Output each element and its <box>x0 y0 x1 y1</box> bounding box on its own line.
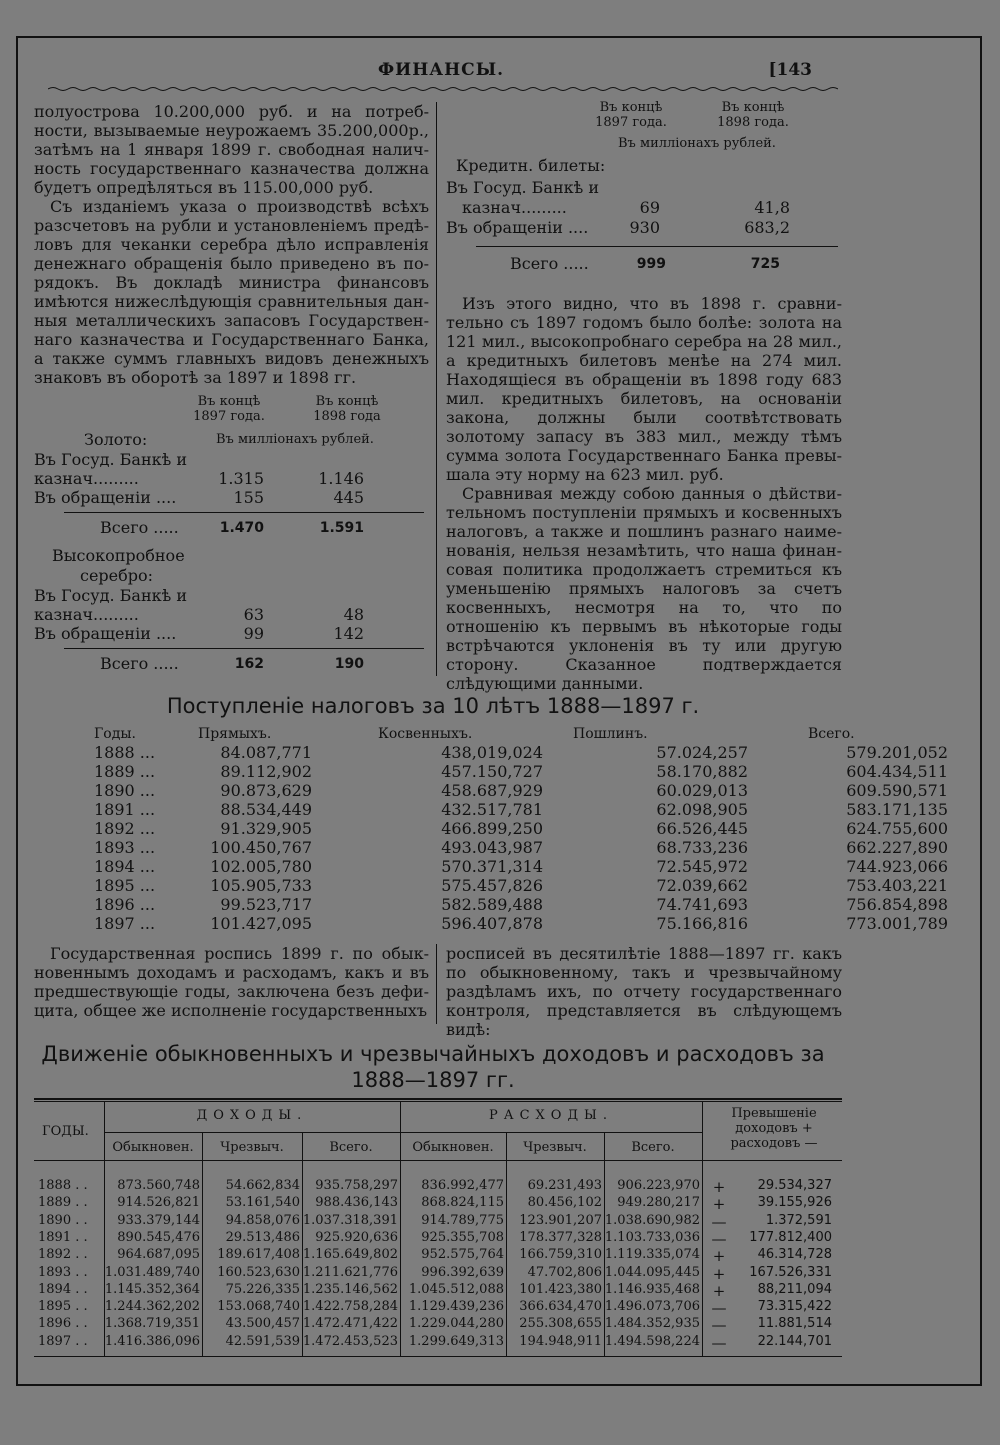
table-cell: 1.031.489,740 <box>104 1264 200 1280</box>
row-label: Въ обращеніи .... <box>34 488 177 507</box>
table-cell: 11.881,514 <box>757 1316 832 1332</box>
column-divider <box>436 102 437 676</box>
sub-header: Обыкновен. <box>412 1140 494 1155</box>
table-cell: 1890 . . <box>38 1212 88 1228</box>
gold-label: Золото: <box>84 430 148 449</box>
table-cell: 1.496.073,706 <box>604 1299 700 1315</box>
sign-cell: + <box>712 1264 726 1283</box>
table-cell: 1.103.733,036 <box>604 1229 700 1245</box>
table-row <box>78 914 948 933</box>
table-cell: 101.423,380 <box>519 1281 602 1297</box>
table-row <box>78 895 948 914</box>
table-cell: 75.166,816 <box>656 914 748 933</box>
table-cell: 458.687,929 <box>441 781 543 800</box>
table-cell: 47.702,806 <box>527 1264 602 1280</box>
metal-reserves-table <box>34 392 429 682</box>
header-wavy-rule <box>48 86 838 92</box>
table-cell: 996.392,639 <box>421 1264 504 1280</box>
table-cell: 39.155,926 <box>757 1195 832 1211</box>
table-cell: 836.992,477 <box>421 1178 504 1193</box>
rule <box>104 1132 702 1133</box>
table-cell: 1.416.386,096 <box>104 1333 200 1349</box>
table-cell: 89.112,902 <box>220 762 312 781</box>
table-row <box>34 1230 842 1247</box>
lower-right-text <box>446 944 842 1039</box>
table-cell: 100.450,767 <box>210 838 312 857</box>
rule <box>476 246 838 247</box>
table-cell: 1.129.439,236 <box>408 1299 504 1315</box>
table-cell: 66.526,445 <box>656 819 748 838</box>
table-cell: 105.905,733 <box>210 876 312 895</box>
budget-table-title: Движеніе обыкновенныхъ и чрезвычайныхъ доходовъ и расходовъ за <box>41 1042 825 1066</box>
credit-label: Кредитн. билеты: <box>456 156 606 175</box>
rule <box>64 648 424 649</box>
excess-header: Превышеніе доходовъ + расходовъ — <box>730 1106 818 1151</box>
row-label: Въ Госуд. Банкѣ и <box>446 178 600 197</box>
table-cell: 73.315,422 <box>757 1299 832 1315</box>
table-cell: 1.038.690,982 <box>604 1212 700 1228</box>
table-row <box>78 762 948 781</box>
table-cell: 1889 ... <box>94 762 156 781</box>
header-cell: Косвенныхъ. <box>378 725 473 742</box>
row-label: Въ Госуд. Банкѣ и <box>34 450 188 469</box>
income-header: ДОХОДЫ. <box>196 1108 308 1123</box>
sign-cell: — <box>711 1299 727 1318</box>
row-label: казнач......... <box>34 469 139 488</box>
table-cell: 1894 . . <box>38 1281 88 1297</box>
page-number: [143 <box>768 60 812 80</box>
table-cell: 914.789,775 <box>421 1212 504 1228</box>
tax-receipts-table <box>78 724 948 933</box>
table-cell: 432.517,781 <box>441 800 543 819</box>
total-label: Всего ..... <box>510 254 589 273</box>
table-cell: 744.923,066 <box>846 857 948 876</box>
table-cell: 949.280,217 <box>617 1195 700 1211</box>
table-header-row <box>78 724 948 743</box>
table-cell: 1.472.453,523 <box>302 1333 398 1349</box>
total-1897: 1.470 <box>219 520 264 536</box>
page-frame <box>16 36 982 1386</box>
total-1897: 999 <box>636 256 666 272</box>
table-cell: 1894 ... <box>94 857 156 876</box>
table-cell: 72.545,972 <box>656 857 748 876</box>
rule <box>34 1101 842 1102</box>
paragraph: Съ изданіемъ указа о производствѣ всѣхъ разсчетовъ на рубли и установленіемъ предѣловъ для чеканки серебра дѣло исправленія денежнаго обращенія было приведено въ порядокъ. Въ докладѣ министра финансовъ имѣются нижеслѣдующія сравнительныя данныя металлическихъ запасовъ Государственнаго казначества и Государственнаго Банка, а также суммъ главныхъ видовъ денежныхъ знаковъ въ оборотѣ за 1897 и 1898 гг. <box>34 197 429 387</box>
expense-header: РАСХОДЫ. <box>489 1108 613 1123</box>
table-cell: 42.591,539 <box>225 1333 300 1349</box>
table-cell: 662.227,890 <box>846 838 948 857</box>
sign-cell: — <box>711 1316 727 1335</box>
table-cell: 925.920,636 <box>315 1229 398 1245</box>
value-1897: 1.315 <box>218 469 264 488</box>
col-head-1898: Въ концѣ 1898 года. <box>717 100 789 130</box>
table-cell: 1893 . . <box>38 1264 88 1280</box>
table-cell: 22.144,701 <box>757 1333 832 1349</box>
table-row <box>34 1195 842 1212</box>
budget-table-title-years: 1888—1897 гг. <box>351 1068 515 1092</box>
table-cell: 582.589,488 <box>441 895 543 914</box>
value-1898: 1.146 <box>318 469 364 488</box>
col-head-1897: Въ концѣ 1897 года. <box>193 394 265 424</box>
table-cell: 952.575,764 <box>421 1247 504 1263</box>
table-cell: 1.165.649,802 <box>302 1247 398 1263</box>
table-cell: 493.043,987 <box>441 838 543 857</box>
table-row <box>34 1247 842 1264</box>
table-cell: 1897 ... <box>94 914 156 933</box>
table-cell: 167.526,331 <box>749 1264 832 1280</box>
table-cell: 80.456,102 <box>527 1195 602 1211</box>
table-cell: 1.372,591 <box>765 1212 832 1228</box>
table-cell: 1893 ... <box>94 838 156 857</box>
table-cell: 91.329,905 <box>220 819 312 838</box>
table-cell: 1892 . . <box>38 1247 88 1263</box>
table-cell: 1.119.335,074 <box>604 1247 700 1263</box>
header-cell: Пошлинъ. <box>573 725 648 742</box>
table-cell: 466.899,250 <box>441 819 543 838</box>
value-1898: 41,8 <box>754 198 790 217</box>
right-column-text <box>446 294 842 693</box>
table-cell: 1.045.512,088 <box>408 1281 504 1297</box>
total-label: Всего ..... <box>100 518 179 537</box>
value-1898: 445 <box>333 488 364 507</box>
table-cell: 1888 . . <box>38 1178 88 1193</box>
total-1898: 725 <box>750 256 780 272</box>
table-cell: 579.201,052 <box>846 743 948 762</box>
table-cell: 74.741,693 <box>656 895 748 914</box>
row-label: казнач......... <box>34 605 139 624</box>
table-cell: 1.146.935,468 <box>604 1281 700 1297</box>
sub-header: Чрезвыч. <box>220 1140 284 1155</box>
table-cell: 1.494.598,224 <box>604 1333 700 1349</box>
table-cell: 58.170,882 <box>656 762 748 781</box>
value-1897: 99 <box>243 624 264 643</box>
table-row <box>78 743 948 762</box>
rule <box>34 1356 842 1357</box>
table-cell: 75.226,335 <box>225 1281 300 1297</box>
paragraph: Изъ этого видно, что въ 1898 г. сравнительно съ 1897 годомъ было болѣе: золота на 121 мил., высокопробнаго серебра на 28 мил., а кредитныхъ билетовъ менѣе на 274 мил. Находящіеся въ обращеніи въ 1898 году 683 мил. кредитныхъ билетовъ, на основаніи закона, должны были соотвѣтствовать золотому запасу въ 383 мил., между тѣмъ сумма золота Государственнаго Банка превышала эту норму на 623 мил. руб. <box>446 294 842 484</box>
rule <box>34 1160 842 1161</box>
table-cell: 1.037.318,391 <box>302 1212 398 1228</box>
table-cell: 914.526,821 <box>117 1195 200 1211</box>
row-label: Въ обращеніи .... <box>34 624 177 643</box>
table-cell: 84.087,771 <box>220 743 312 762</box>
table-cell: 583.171,135 <box>846 800 948 819</box>
table-cell: 69.231,493 <box>527 1178 602 1193</box>
sub-header: Чрезвыч. <box>523 1140 587 1155</box>
table-cell: 1.244.362,202 <box>104 1299 200 1315</box>
table-row <box>78 800 948 819</box>
table-cell: 53.161,540 <box>225 1195 300 1211</box>
table-cell: 60.029,013 <box>656 781 748 800</box>
sign-cell: + <box>712 1178 726 1196</box>
table-cell: 609.590,571 <box>846 781 948 800</box>
table-cell: 756.854,898 <box>846 895 948 914</box>
rule <box>34 1098 842 1100</box>
table-cell: 1891 ... <box>94 800 156 819</box>
table-cell: 1.472.471,422 <box>302 1316 398 1332</box>
table-cell: 935.758,297 <box>315 1178 398 1193</box>
table-cell: 1.422.758,284 <box>302 1299 398 1315</box>
table-cell: 68.733,236 <box>656 838 748 857</box>
table-cell: 54.662,834 <box>225 1178 300 1193</box>
paragraph: полуострова 10.200,000 руб. и на потребности, вызываемые неурожаемъ 35.200,000р., затѣмъ на 1 января 1899 г. свободная наличность государственнаго казначества должна будетъ опредѣляться въ 115.00,000 руб. <box>34 102 429 197</box>
table-cell: 102.005,780 <box>210 857 312 876</box>
table-cell: 255.308,655 <box>519 1316 602 1332</box>
table-cell: 624.755,600 <box>846 819 948 838</box>
table-cell: 1889 . . <box>38 1195 88 1211</box>
table-cell: 596.407,878 <box>441 914 543 933</box>
total-label: Всего ..... <box>100 654 179 673</box>
table-cell: 189.617,408 <box>217 1247 300 1263</box>
table-cell: 194.948,911 <box>519 1333 602 1349</box>
page-header <box>18 60 980 86</box>
value-1897: 930 <box>629 218 660 237</box>
table-cell: 1896 . . <box>38 1316 88 1332</box>
value-1897: 63 <box>243 605 264 624</box>
lower-left-text <box>34 944 429 1020</box>
table-cell: 773.001,789 <box>846 914 948 933</box>
paragraph: Сравнивая между собою данныя о дѣйствительномъ поступленіи прямыхъ и косвенныхъ налоговъ, а также и пошлинъ разнаго наименованія, нельзя незамѣтить, что наша финансовая политика продолжаетъ стремиться къ уменьшенію прямыхъ налоговъ за счетъ косвенныхъ, несмотря на то, что по отношенію къ первымъ въ нѣкоторые годы встрѣчаются уклоненія въ ту или другую сторону. Сказанное подтверждается слѣдующими данными. <box>446 484 842 693</box>
years-header: ГОДЫ. <box>42 1124 89 1139</box>
budget-table <box>34 1098 842 1360</box>
table-cell: 123.901,207 <box>519 1212 602 1228</box>
sub-header: Всего. <box>631 1140 675 1155</box>
credit-notes-table <box>446 100 846 320</box>
table-cell: 1888 ... <box>94 743 156 762</box>
table-cell: 890.545,476 <box>117 1229 200 1245</box>
sign-cell: + <box>712 1281 726 1300</box>
table-cell: 1.299.649,313 <box>408 1333 504 1349</box>
sign-cell: — <box>711 1333 727 1352</box>
row-label: Въ Госуд. Банкѣ и <box>34 586 188 605</box>
units-label: Въ милліонахъ рублей. <box>618 136 776 151</box>
table-cell: 29.513,486 <box>225 1229 300 1245</box>
table-cell: 88,211,094 <box>757 1281 832 1297</box>
table-cell: 29.534,327 <box>757 1178 832 1193</box>
table-cell: 1896 ... <box>94 895 156 914</box>
value-1897: 155 <box>233 488 264 507</box>
table-cell: 1.229.044,280 <box>408 1316 504 1332</box>
table-cell: 906.223,970 <box>617 1178 700 1193</box>
table-cell: 178.377,328 <box>519 1229 602 1245</box>
table-cell: 160.523,630 <box>217 1264 300 1280</box>
table-cell: 90.873,629 <box>220 781 312 800</box>
silver-label: серебро: <box>80 566 154 585</box>
table-cell: 1.368.719,351 <box>104 1316 200 1332</box>
row-label: Въ обращеніи .... <box>446 218 589 237</box>
value-1898: 142 <box>333 624 364 643</box>
table-cell: 177.812,400 <box>749 1229 832 1245</box>
table-cell: 1.044.095,445 <box>604 1264 700 1280</box>
total-1898: 190 <box>334 656 364 672</box>
table-cell: 1890 ... <box>94 781 156 800</box>
table-cell: 1891 . . <box>38 1229 88 1245</box>
sub-header: Всего. <box>329 1140 373 1155</box>
total-1898: 1.591 <box>319 520 364 536</box>
table-cell: 457.150,727 <box>441 762 543 781</box>
table-cell: 1.145.352,364 <box>104 1281 200 1297</box>
table-cell: 868.824,115 <box>421 1195 504 1211</box>
sign-cell: + <box>712 1195 726 1214</box>
table-cell: 88.534,449 <box>220 800 312 819</box>
table-row <box>34 1316 842 1333</box>
sign-cell: — <box>711 1212 727 1231</box>
tax-table-title: Поступленіе налоговъ за 10 лѣтъ 1888—1897 г. <box>166 694 700 718</box>
total-1897: 162 <box>234 656 264 672</box>
table-row <box>78 781 948 800</box>
table-cell: 1895 . . <box>38 1299 88 1315</box>
sign-cell: + <box>712 1247 726 1266</box>
header-cell: Всего. <box>808 725 855 742</box>
table-cell: 153.068,740 <box>217 1299 300 1315</box>
table-cell: 1895 ... <box>94 876 156 895</box>
table-cell: 46.314,728 <box>757 1247 832 1263</box>
table-cell: 438,019,024 <box>441 743 543 762</box>
sub-header: Обыкновен. <box>112 1140 194 1155</box>
running-title: ФИНАНСЫ. <box>378 60 505 80</box>
table-cell: 43.500,457 <box>225 1316 300 1332</box>
table-row <box>34 1282 842 1299</box>
table-row <box>34 1299 842 1316</box>
table-cell: 166.759,310 <box>519 1247 602 1263</box>
table-row <box>78 838 948 857</box>
left-column-text <box>34 102 429 387</box>
table-cell: 988.436,143 <box>315 1195 398 1211</box>
col-head-1897: Въ концѣ 1897 года. <box>595 100 667 130</box>
table-cell: 575.457,826 <box>441 876 543 895</box>
col-head-1898: Въ концѣ 1898 года <box>313 394 381 424</box>
table-cell: 99.523,717 <box>220 895 312 914</box>
table-row <box>78 819 948 838</box>
table-cell: 1.211.621,776 <box>302 1264 398 1280</box>
column-divider <box>436 944 437 1024</box>
table-cell: 1.235.146,562 <box>302 1281 398 1297</box>
table-cell: 94.858,076 <box>225 1212 300 1228</box>
table-cell: 925.355,708 <box>421 1229 504 1245</box>
table-row <box>34 1334 842 1351</box>
sign-cell: — <box>711 1229 727 1248</box>
table-row <box>34 1265 842 1282</box>
value-1898: 683,2 <box>744 218 790 237</box>
table-cell: 873.560,748 <box>117 1178 200 1193</box>
row-label: казнач......... <box>462 198 567 217</box>
table-cell: 933.379,144 <box>117 1212 200 1228</box>
table-cell: 101.427,095 <box>210 914 312 933</box>
header-cell: Прямыхъ. <box>198 725 272 742</box>
table-cell: 1.484.352,935 <box>604 1316 700 1332</box>
value-1898: 48 <box>343 605 364 624</box>
table-row <box>78 876 948 895</box>
paragraph: Государственная роспись 1899 г. по обыкновеннымъ доходамъ и расходамъ, какъ и въ предшествующіе годы, заключена безъ дефицита, общее же исполненіе государственныхъ <box>34 944 429 1020</box>
table-cell: 1897 . . <box>38 1333 88 1349</box>
header-cell: Годы. <box>94 725 136 742</box>
silver-label: Высокопробное <box>52 546 185 565</box>
table-row <box>78 857 948 876</box>
table-cell: 753.403,221 <box>846 876 948 895</box>
paragraph: росписей въ десятилѣтіе 1888—1897 гг. какъ по обыкновенному, такъ и чрезвычайному раздѣламъ ихъ, по отчету государственнаго контроля, представляется въ слѣдующемъ видѣ: <box>446 944 842 1039</box>
table-cell: 62.098,905 <box>656 800 748 819</box>
units-label: Въ милліонахъ рублей. <box>216 432 374 447</box>
table-cell: 570.371,314 <box>441 857 543 876</box>
table-cell: 366.634,470 <box>519 1299 602 1315</box>
table-cell: 1892 ... <box>94 819 156 838</box>
table-cell: 604.434,511 <box>846 762 948 781</box>
table-cell: 72.039,662 <box>656 876 748 895</box>
table-cell: 57.024,257 <box>656 743 748 762</box>
table-row <box>34 1213 842 1230</box>
table-cell: 964.687,095 <box>117 1247 200 1263</box>
table-row <box>34 1178 842 1195</box>
rule <box>64 512 424 513</box>
value-1897: 69 <box>639 198 660 217</box>
